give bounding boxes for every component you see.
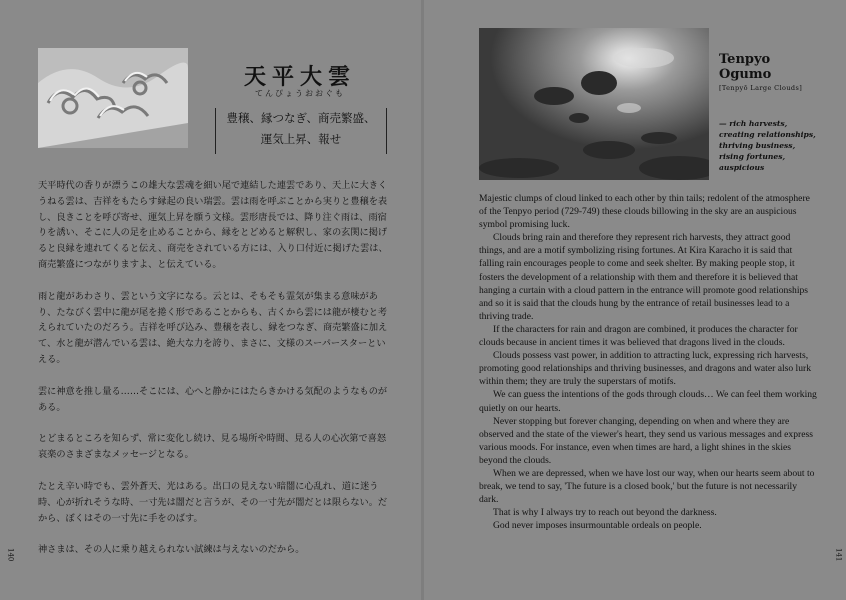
- paragraph: Majestic clumps of cloud linked to each other by thin tails; redolent of the atmosphere of the Tenpyo period (729-749) these clouds billowing in the sky are an auspicious symbol promising luck.: [479, 193, 810, 231]
- page-number-text: 141: [834, 548, 843, 562]
- benefits-list-en: [719, 118, 829, 173]
- pattern-title-en: [719, 52, 829, 82]
- paragraph: When we are depressed, when we have lost our way, when our hearts seem about to break, we tend to say, 'The future is a closed book,' but the future is not necessarily dark.: [479, 467, 815, 506]
- sky-clouds-photo: [479, 28, 709, 180]
- paragraph: 天平時代の香りが漂うこの雄大な雲魂を細い尾で連結した連雲であり、天上に大きくうねる雲は、吉祥をもたらす縁起の良い瑞雲。雲は雨を呼ぶことから実りと豊穣を表し、良きことを呼び寄せ、運気上昇を願う文様。雲形唐長では、降り注ぐ雨は、雨宿りを誘い、そこに人の足を止めることから、縁をとどめると解釈し、家の玄関に掲げると良縁を連れてくると伝え、商売をされている方には、入り口付近に掲げた雲は、商売繁盛につながりますよ、と伝えている。: [38, 180, 388, 270]
- paragraph: 雨と龍があわさり、雲という文字になる。云とは、そもそも霊気が集まる意味があり、たなびく雲中に龍が尾を捲く形であることからも、古くから雲には龍が棲むと考えられていたのだろう。吉祥を呼び込み、豊穣を表し、縁をつなぎ、商売繁盛に加えて、水と龍が潜んでいる雲は、絶大な力を誇り、まさに、文様のスーパースターといえる。: [38, 290, 388, 365]
- title-line: Tenpyo: [719, 52, 771, 67]
- paragraph: Clouds bring rain and therefore they represent rich harvests, they attract good things, and are a motif symbolizing rising fortunes. At Kira Karacho it is said that falling rain encourages people to come and seek shelter. By making people stop, it fosters the development of a relationship with them and therefore it is believed that hanging a curtain with a cloud pattern in the entrance will promote good relationships and so it is said that the clouds hung by the entrance of retail businesses lead to a thriving trade.: [479, 232, 809, 322]
- paragraph: God never imposes insurmountable ordeals on people.: [493, 520, 702, 532]
- paragraph: We can guess the intentions of the gods through clouds… We can feel them working quietly on our hearts.: [479, 389, 817, 414]
- benefits-line: 運気上昇、報せ: [260, 132, 342, 146]
- pattern-title-jp: 天平大雲: [243, 64, 356, 90]
- paragraph: If the characters for rain and dragon are combined, it produces the character for clouds because in ancient times it was believed that dragons lived in the clouds.: [479, 323, 798, 349]
- paragraph: たとえ辛い時でも、雲外蒼天、光はある。出口の見えない暗闇に心乱れ、道に迷う時、心が折れそうな時、一寸先は闇だと言うが、その一寸先が闇だとは限らない。だから、ぼくはその一寸先に手をのばす。: [38, 480, 388, 524]
- benefit-item: auspicious: [719, 163, 765, 172]
- paragraph: 神さまは、その人に乗り越えられない試練は与えないのだから。: [38, 544, 305, 556]
- page-number-text: 140: [6, 548, 15, 562]
- page-number: [6, 548, 14, 563]
- benefits-line: 豊穣、縁つなぎ、商売繁盛、: [226, 111, 376, 125]
- benefits-box-jp: [215, 108, 387, 154]
- pattern-subtitle-en: [Tenpyō Large Clouds]: [719, 84, 803, 92]
- paragraph: 雲に神意を推し量る……そこには、心へと静かにはたらきかける気配のようなものがある。: [38, 385, 388, 413]
- paragraph: とどまるところを知らず、常に変化し続け、見る場所や時間、見る人の心次第で喜怒哀楽のさまざまなメッセージとなる。: [38, 433, 387, 461]
- title-line: Ogumo: [719, 67, 772, 82]
- page-number: [834, 548, 842, 563]
- benefit-item: — rich harvests,: [719, 119, 788, 128]
- right-page: [423, 0, 846, 600]
- body-text-en: [479, 192, 817, 532]
- benefit-item: creating relationships,: [719, 130, 816, 139]
- paragraph: Clouds possess vast power, in addition to attracting luck, expressing rich harvests, promoting good relationships and thriving businesses, and dragons and water also lurk within them; they are truly the superstars of motifs.: [479, 350, 811, 388]
- paragraph: That is why I always try to reach out beyond the darkness.: [493, 507, 717, 519]
- paragraph: Never stopping but forever changing, depending on when and where they are observed and the state of the viewer's heart, they send us various messages and express various moods. For instance, even when times are hard, a light shines in the skies beyond the clouds.: [479, 415, 813, 466]
- benefit-item: thriving business,: [719, 141, 796, 150]
- pattern-title-reading: てんぴょうおおぐも: [255, 89, 345, 98]
- body-text-jp: [38, 178, 390, 574]
- benefit-item: rising fortunes,: [719, 152, 786, 161]
- cloud-pattern-photo: [38, 48, 188, 148]
